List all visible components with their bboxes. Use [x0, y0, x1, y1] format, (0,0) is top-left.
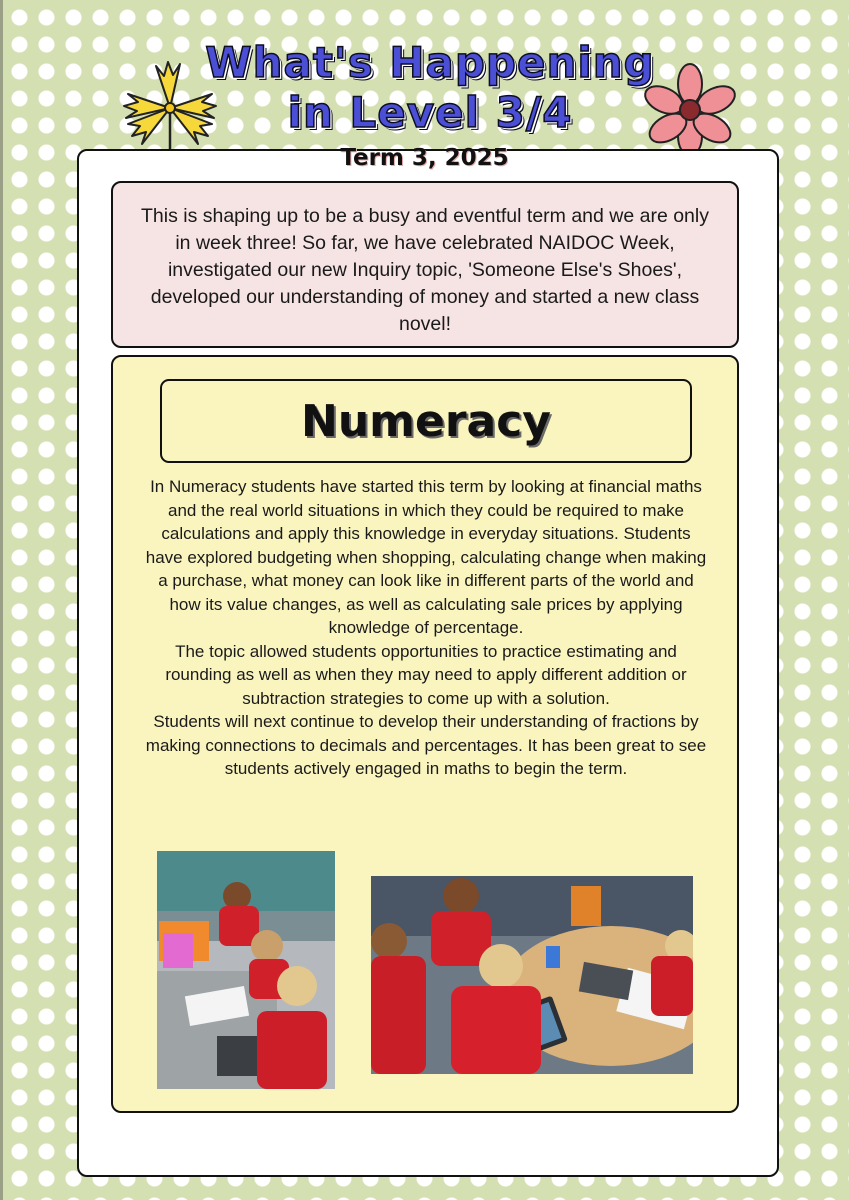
numeracy-heading-box: [160, 379, 692, 463]
title-line-2: in Level 3/4: [287, 88, 573, 137]
term-label: Term 3, 2025: [340, 145, 509, 171]
title-line-1: What's Happening: [205, 38, 655, 87]
numeracy-body: [143, 475, 709, 781]
numeracy-heading: Numeracy: [301, 395, 551, 447]
page-title: [180, 38, 680, 138]
classroom-photo-right: [371, 876, 693, 1074]
intro-box: [111, 181, 739, 348]
document-edge: [0, 0, 3, 1200]
numeracy-paragraph: The topic allowed students opportunities to practice estimating and rounding as well as when they may need to apply different addition or subtraction strategies to come up with a solution.: [165, 641, 687, 708]
numeracy-paragraph: Students will next continue to develop their understanding of fractions by making connections to decimals and percentages. It has been great to see students actively engaged in maths to begin the term.: [145, 712, 707, 778]
intro-text: This is shaping up to be a busy and eventful term and we are only in week three! So far, we have celebrated NAIDOC Week, investigated our new Inquiry topic, 'Someone Else's Shoes', developed our understanding of money and started a new class novel!: [140, 205, 709, 335]
classroom-photo-left: [157, 851, 335, 1089]
numeracy-paragraph: In Numeracy students have started this term by looking at financial maths and the real world situations in which they could be required to make calculations and apply this knowledge in everyday situations. Students have explored budgeting when shopping, calculating change when making a purchase, what money can look like in different parts of the world and how its value changes, as well as calculating sale prices by applying knowledge of percentage.: [145, 477, 707, 637]
